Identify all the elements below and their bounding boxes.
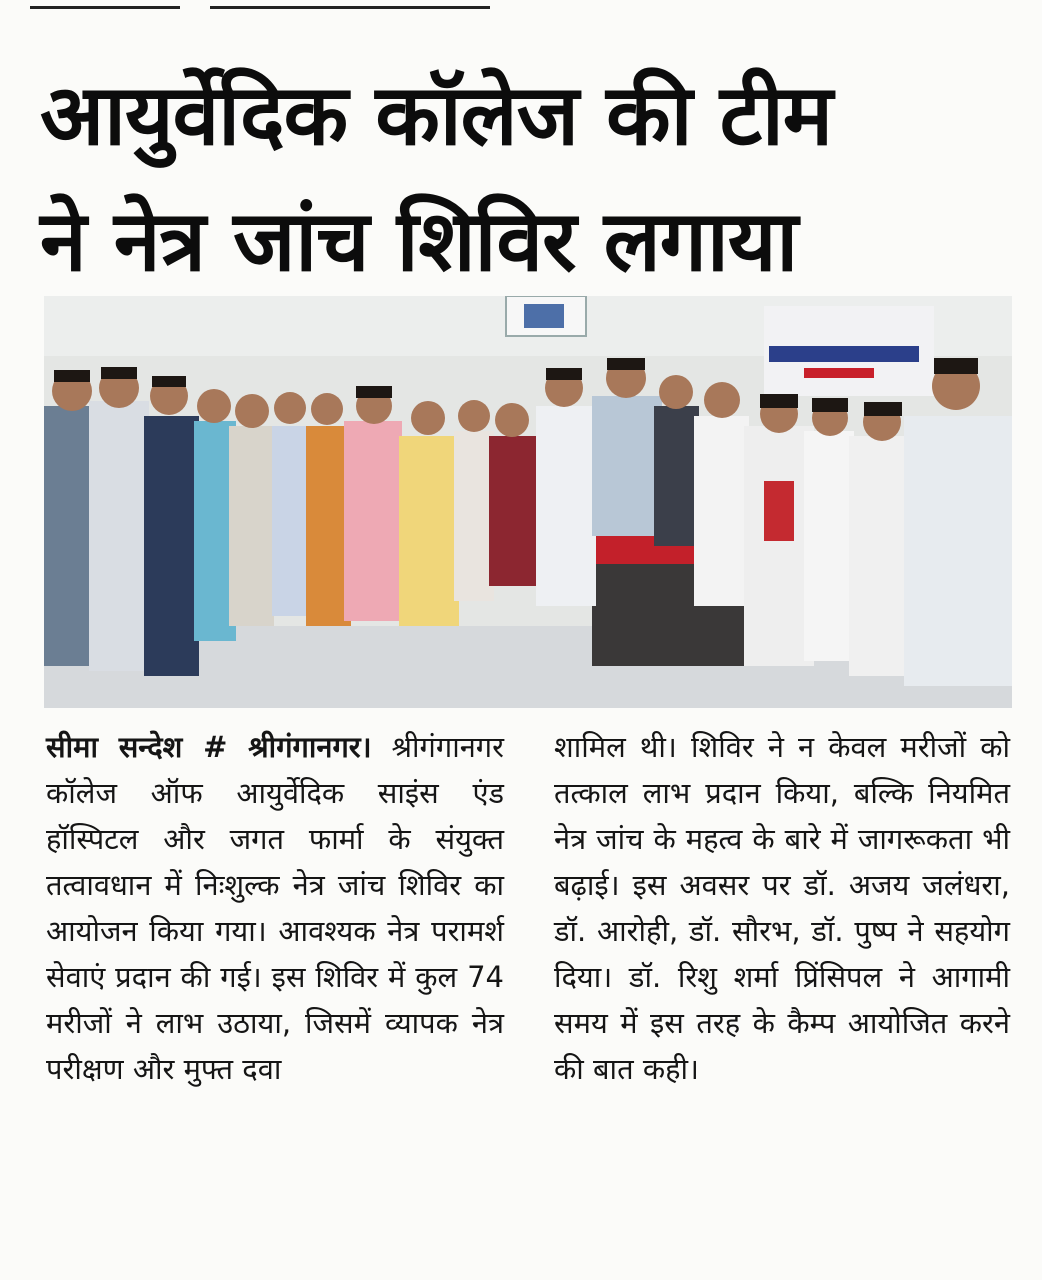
group-photo-icon	[44, 296, 1012, 708]
article-body-right: शामिल थी। शिविर ने न केवल मरीजों को तत्काल लाभ प्रदान किया, बल्कि नियमित नेत्र जांच के महत्व के बारे में जागरूकता भी बढ़ाई। इस अवसर पर डॉ. अजय जलंधरा, डॉ. आरोही, डॉ. सौरभ, डॉ. पुष्प ने सहयोग दिया। डॉ. रिशु शर्मा प्रिंसिपल ने आगामी समय में इस तरह के कैम्प आयोजित करने की बात कही।	[554, 730, 1010, 1086]
dateline: सीमा सन्देश # श्रीगंगानगर।	[46, 730, 372, 764]
article-column-right	[554, 724, 1010, 1092]
headline	[40, 52, 1000, 304]
group-photo	[44, 296, 1012, 708]
headline-line-1: आयुर्वेदिक कॉलेज की टीम	[40, 66, 833, 164]
top-edge-rule	[0, 0, 1042, 14]
article-body-left: श्रीगंगानगर कॉलेज ऑफ आयुर्वेदिक साइंस एंड हॉस्पिटल और जगत फार्मा के संयुक्त तत्वावधान में निःशुल्क नेत्र जांच शिविर का आयोजन किया गया। आवश्यक नेत्र परामर्श सेवाएं प्रदान की गई। इस शिविर में कुल 74 मरीजों ने लाभ उठाया, जिसमें व्यापक नेत्र परीक्षण और मुफ्त दवा	[46, 730, 504, 1086]
headline-line-2: ने नेत्र जांच शिविर लगाया	[40, 192, 798, 290]
article-column-left	[46, 724, 504, 1092]
